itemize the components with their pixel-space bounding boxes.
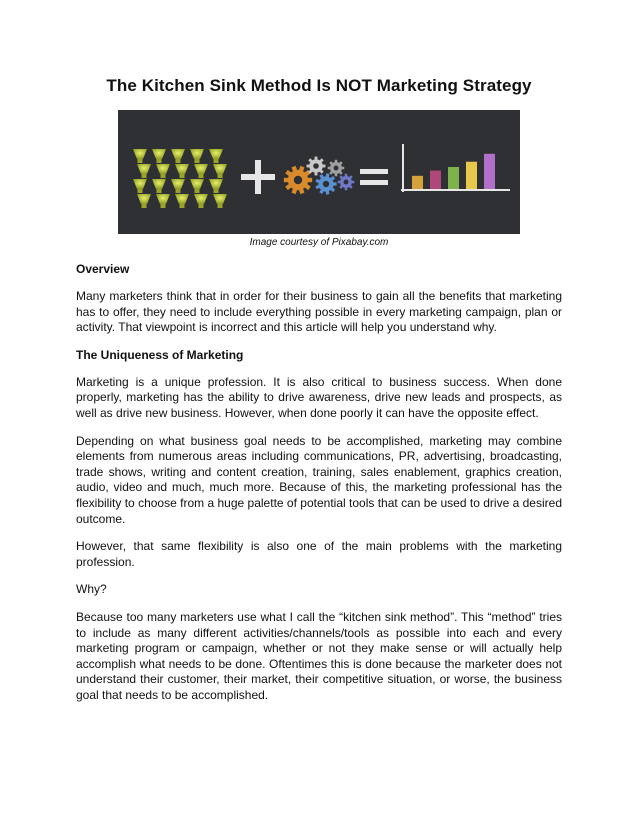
hero-illustration: [118, 110, 520, 234]
chart-bar: [466, 162, 477, 189]
gear-icon: [307, 157, 326, 176]
gear-icon: [338, 174, 355, 191]
chart-bar: [412, 176, 423, 189]
image-caption: Image courtesy of Pixabay.com: [249, 237, 389, 248]
chart-bar: [448, 167, 459, 189]
body-paragraph: However, that same flexibility is also one of the main problems with the marketing profession.: [76, 539, 562, 569]
body-paragraph: Because too many marketers use what I call the “kitchen sink method”. This “method” tries to include as many different activities/channels/tools as possible into each and every marketing program or campaign, whether or not they make sense or will actually help accomplish what needs to be done. Oftentimes this is done because the marketer does not understand their customer, their market, their competitive situation, or worse, the business goal that needs to be accomplished.: [76, 609, 562, 702]
section-heading: The Uniqueness of Marketing: [76, 347, 244, 362]
page-title: The Kitchen Sink Method Is NOT Marketing Strategy: [106, 76, 532, 95]
hero-image: [118, 110, 520, 234]
body-paragraph: Depending on what business goal needs to be accomplished, marketing may combine elements from numerous areas including communications, PR, advertising, broadcasting, trade shows, writing and content creation, training, sales enablement, graphics creation, audio, video and much, much more. Because of this, the marketing professional has the flexibility to choose from a huge palette of potential tools that can be used to drive a desired outcome.: [76, 433, 562, 526]
body-paragraph: Why?: [76, 582, 107, 597]
article-body: [76, 262, 562, 715]
section-heading: Overview: [76, 262, 130, 276]
body-paragraph: Many marketers think that in order for their business to gain all the benefits that marketing has to offer, they need to include everything possible in every marketing campaign, plan or activity. That viewpoint is incorrect and this article will help you understand why.: [76, 289, 562, 335]
body-paragraph: Marketing is a unique profession. It is also critical to business success. When done properly, marketing has the ability to drive awareness, drive new leads and prospects, as well as drive new business. However, when done poorly it can have the opposite effect.: [76, 374, 562, 420]
gear-icon: [328, 160, 345, 177]
chart-bar: [484, 154, 495, 189]
chart-bar: [430, 171, 441, 189]
